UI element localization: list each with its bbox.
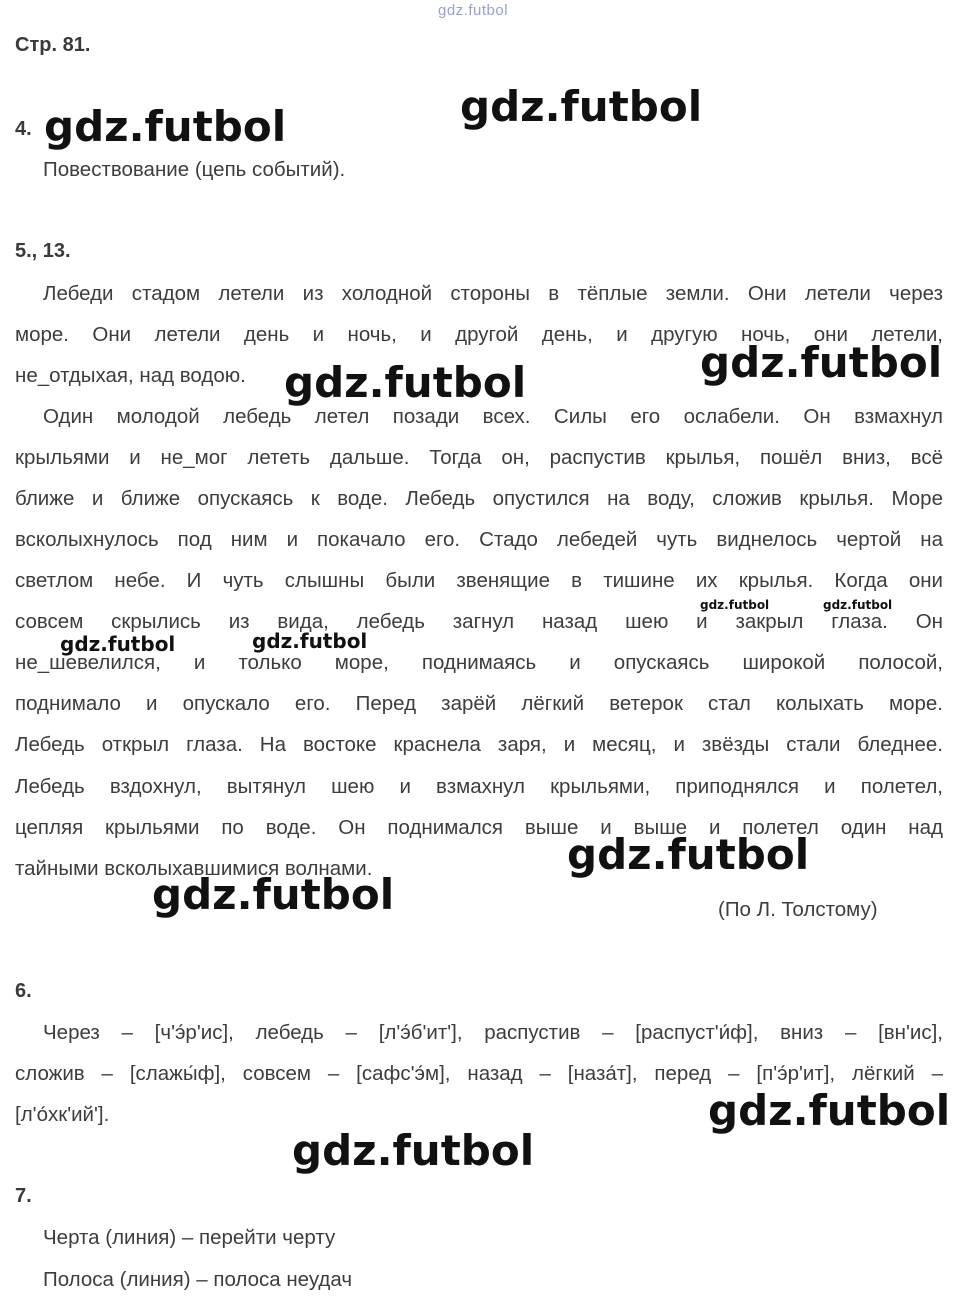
watermark-4: gdz.futbol (284, 358, 527, 407)
watermark-12: gdz.futbol (292, 1126, 535, 1175)
watermark-6: gdz.futbol (823, 598, 893, 612)
ex4-number: 4. (15, 118, 32, 140)
ex5-line-1: Лебеди стадом летели из холодной стороны в тёплые земли. Они летели через (43, 282, 943, 305)
ex5-line-9: совсем скрылись из вида, лебедь загнул назад шею и закрыл глаза. Он (15, 610, 943, 633)
ex6-line-2: сложив – [слажы́ф], совсем – [сафс'э́м], назад – [наза́т], перед – [п'э́р'ит], лёгкий – (15, 1062, 943, 1085)
watermark-2: gdz.futbol (460, 82, 703, 131)
page-label: Стр. 81. (15, 34, 91, 56)
ex6-line-3: [л'о́хк'ий']. (15, 1103, 110, 1126)
ex6-number: 6. (15, 980, 32, 1002)
ex7-number: 7. (15, 1185, 32, 1207)
watermark-9: gdz.futbol (567, 830, 810, 879)
ex5-line-14: цепляя крыльями по воде. Он поднимался выше и выше и полетел один над (15, 816, 943, 839)
ex5-line-8: светлом небе. И чуть слышны были звенящие в тишине их крылья. Когда они (15, 569, 943, 592)
ex7-line-2: Полоса (линия) – полоса неудач (43, 1268, 353, 1291)
ex5-line-15: тайными всколыхавшимися волнами. (15, 857, 373, 880)
ex5-line-10: не_шевелился, и только море, поднимаясь и опускаясь широкой полосой, (15, 651, 943, 674)
ex7-line-1: Черта (линия) – перейти черту (43, 1226, 336, 1249)
watermark-11: gdz.futbol (708, 1086, 951, 1135)
watermark-5: gdz.futbol (700, 598, 770, 612)
watermark-3: gdz.futbol (700, 338, 943, 387)
ex5-line-3: не_отдыхая, над водою. (15, 364, 246, 387)
ex5-line-5: крыльями и не_мог лететь дальше. Тогда он, распустив крылья, пошёл вниз, всё (15, 446, 943, 469)
ex5-line-4: Один молодой лебедь летел позади всех. Силы его ослабели. Он взмахнул (43, 405, 943, 428)
watermark-8: gdz.futbol (252, 629, 368, 653)
watermark-7: gdz.futbol (60, 632, 176, 656)
watermark-10: gdz.futbol (152, 870, 395, 919)
ex5-number: 5., 13. (15, 240, 71, 262)
watermark-top: gdz.futbol (438, 2, 509, 19)
ex5-line-2: море. Они летели день и ночь, и другой день, и другую ночь, они летели, (15, 323, 943, 346)
watermark-1: gdz.futbol (44, 102, 287, 151)
ex5-line-12: Лебедь открыл глаза. На востоке краснела заря, и месяц, и звёзды стали бледнее. (15, 733, 943, 756)
ex5-line-13: Лебедь вздохнул, вытянул шею и взмахнул крыльями, приподнялся и полетел, (15, 775, 943, 798)
ex5-line-6: ближе и ближе опускаясь к воде. Лебедь опустился на воду, сложив крылья. Море (15, 487, 943, 510)
ex5-line-11: поднимало и опускало его. Перед зарёй лёгкий ветерок стал колыхать море. (15, 692, 943, 715)
ex5-line-7: всколыхнулось под ним и покачало его. Стадо лебедей чуть виднелось чертой на (15, 528, 943, 551)
ex6-line-1: Через – [ч'э́р'ис], лебедь – [л'э́б'ит'], распустив – [распуст'и́ф], вниз – [вн'ис], (43, 1021, 943, 1044)
ex4-answer: Повествование (цепь событий). (43, 158, 346, 181)
ex5-author: (По Л. Толстому) (718, 898, 878, 921)
